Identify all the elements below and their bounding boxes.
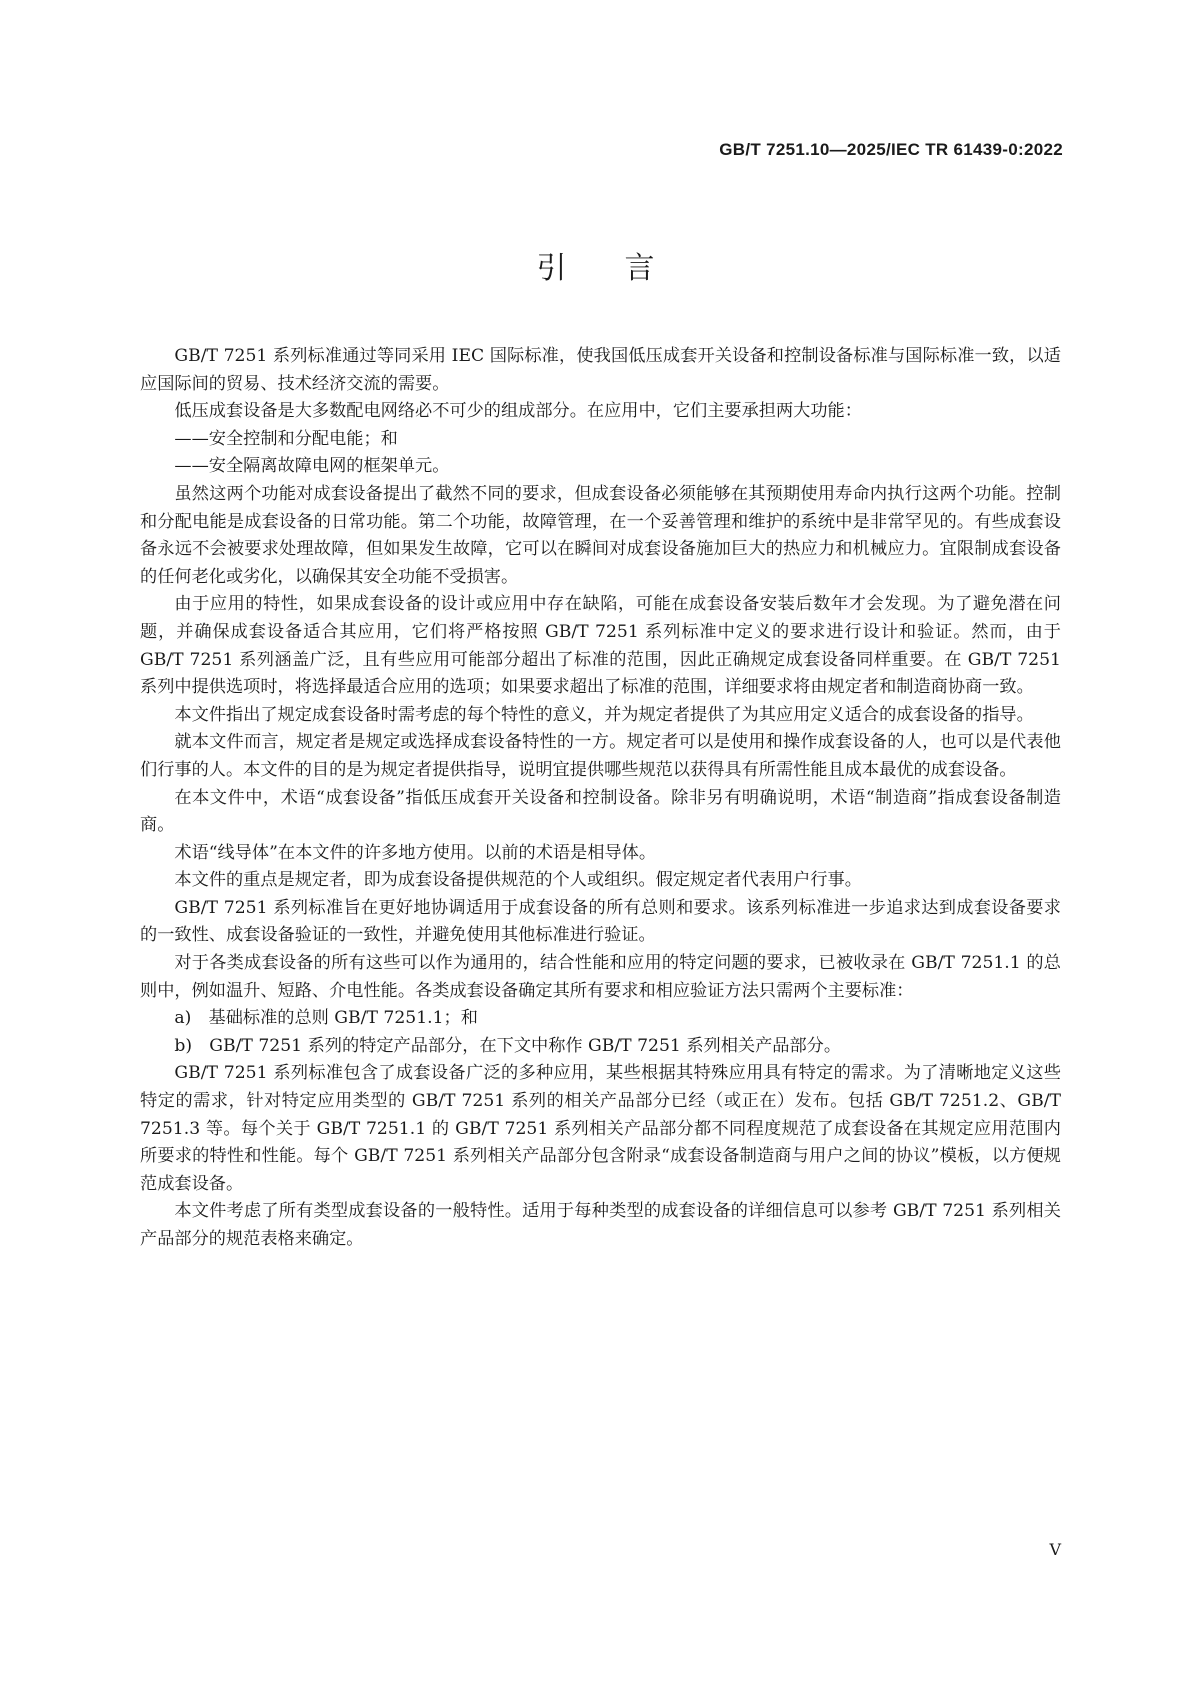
paragraph: 术语“线导体”在本文件的许多地方使用。以前的术语是相导体。 (174, 842, 657, 863)
paragraph: 就本文件而言，规定者是规定或选择成套设备特性的一方。规定者可以是使用和操作成套设备的人，也可以是代表他们行事的人。本文件的目的是为规定者提供指导，说明宜提供哪些规范以获得具有所需性能且成本最优的成套设备。 (140, 732, 1061, 780)
section-title: 引言 (536, 251, 713, 286)
lettered-list-item: b) GB/T 7251 系列的特定产品部分，在下文中称作 GB/T 7251 系列相关产品部分。 (174, 1035, 842, 1056)
paragraph: 本文件指出了规定成套设备时需考虑的每个特性的意义，并为规定者提供了为其应用定义适合的成套设备的指导。 (174, 704, 1034, 725)
paragraph: GB/T 7251 系列标准旨在更好地协调适用于成套设备的所有总则和要求。该系列标准进一步追求达到成套设备要求的一致性、成套设备验证的一致性，并避免使用其他标准进行验证。 (140, 897, 1061, 946)
paragraph: 在本文件中，术语“成套设备”指低压成套开关设备和控制设备。除非另有明确说明，术语“制造商”指成套设备制造商。 (140, 787, 1061, 836)
paragraph: 本文件的重点是规定者，即为成套设备提供规范的个人或组织。假定规定者代表用户行事。 (174, 870, 862, 891)
paragraph: 本文件考虑了所有类型成套设备的一般特性。适用于每种类型的成套设备的详细信息可以参考 GB/T 7251 系列相关产品部分的规范表格来确定。 (140, 1201, 1061, 1249)
paragraph: 低压成套设备是大多数配电网络必不可少的组成部分。在应用中，它们主要承担两大功能： (174, 401, 862, 422)
lettered-list-item: a) 基础标准的总则 GB/T 7251.1；和 (174, 1008, 478, 1029)
paragraph: 虽然这两个功能对成套设备提出了截然不同的要求，但成套设备必须能够在其预期使用寿命内执行这两个功能。控制和分配电能是成套设备的日常功能。第二个功能，故障管理，在一个妥善管理和维护的系统中是非常罕见的。有些成套设备永远不会被要求处理故障，但如果发生故障，它可以在瞬间对成套设备施加巨大的热应力和机械应力。宜限制成套设备的任何老化或劣化，以确保其安全功能不受损害。 (140, 483, 1061, 587)
body-text (140, 343, 1061, 1254)
paragraph: 由于应用的特性，如果成套设备的设计或应用中存在缺陷，可能在成套设备安装后数年才会发现。为了避免潜在问题，并确保成套设备适合其应用，它们将严格按照 GB/T 7251 系列标准中定义的要求进行设计和验证。然而，由于 GB/T 7251 系列涵盖广泛，且有些应用可能部分超出了标准的范围，因此正确规定成套设备同样重要。在 GB/T 7251 系列中提供选项时，将选择最适合应用的选项；如果要求超出了标准的范围，详细要求将由规定者和制造商协商一致。 (140, 594, 1061, 698)
dash-list-item: ——安全隔离故障电网的框架单元。 (174, 456, 450, 477)
dash-list-item: ——安全控制和分配电能；和 (174, 428, 398, 449)
standard-number-header: GB/T 7251.10—2025/IEC TR 61439-0:2022 (719, 140, 1063, 159)
paragraph: GB/T 7251 系列标准包含了成套设备广泛的多种应用，某些根据其特殊应用具有特定的需求。为了清晰地定义这些特定的需求，针对特定应用类型的 GB/T 7251 系列的相关产品部分已经（或正在）发布。包括 GB/T 7251.2、GB/T 7251.3 等。每个关于 GB/T 7251.1 的 GB/T 7251 系列相关产品部分都不同程度规范了成套设备在其规定应用范围内所要求的特性和性能。每个 GB/T 7251 系列相关产品部分包含附录“成套设备制造商与用户之间的协议”模板，以方便规范成套设备。 (140, 1063, 1061, 1194)
page-number: V (1049, 1540, 1061, 1559)
paragraph: GB/T 7251 系列标准通过等同采用 IEC 国际标准，使我国低压成套开关设备和控制设备标准与国际标准一致，以适应国际间的贸易、技术经济交流的需要。 (140, 346, 1061, 394)
paragraph: 对于各类成套设备的所有这些可以作为通用的，结合性能和应用的特定问题的要求，已被收录在 GB/T 7251.1 的总则中，例如温升、短路、介电性能。各类成套设备确定其所有要求和相应验证方法只需两个主要标准： (140, 953, 1061, 1001)
